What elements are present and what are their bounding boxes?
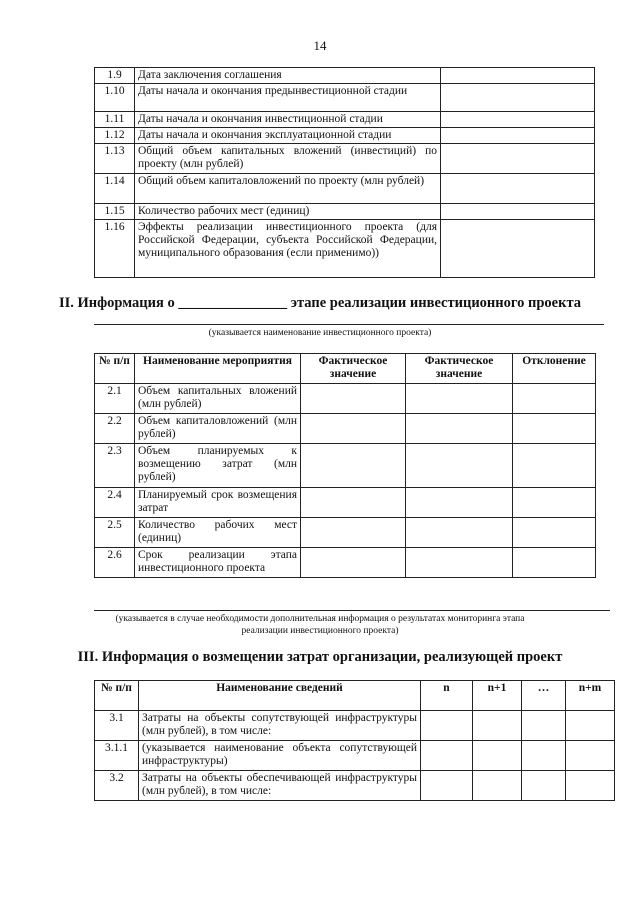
value-cell[interactable]	[473, 771, 522, 801]
value-cell[interactable]	[441, 128, 595, 144]
col-header-ellipsis: …	[522, 681, 566, 711]
row-number: 3.1	[95, 711, 139, 741]
row-number: 1.9	[95, 68, 135, 84]
value-cell[interactable]	[441, 204, 595, 220]
table-cost-reimbursement	[94, 680, 615, 801]
value-cell[interactable]	[421, 711, 473, 741]
table-row	[95, 488, 596, 518]
row-label: Объем капиталовложений (млн рублей)	[135, 414, 301, 444]
value-cell[interactable]	[406, 414, 513, 444]
value-cell[interactable]	[513, 384, 596, 414]
value-cell[interactable]	[441, 144, 595, 174]
row-label: Объем планируемых к возмещению затрат (млн рублей)	[135, 444, 301, 488]
col-header-number: № п/п	[95, 354, 135, 384]
table-header-row	[95, 354, 596, 384]
value-cell[interactable]	[513, 518, 596, 548]
row-label: Даты начала и окончания предынвестиционной стадии	[135, 84, 441, 112]
project-name-line	[94, 324, 604, 325]
value-cell[interactable]	[513, 548, 596, 578]
col-header-n-plus-1: n+1	[473, 681, 522, 711]
value-cell[interactable]	[406, 384, 513, 414]
value-cell[interactable]	[566, 711, 615, 741]
value-cell[interactable]	[421, 771, 473, 801]
value-cell[interactable]	[406, 488, 513, 518]
col-header-actual-1: Фактическое значение	[301, 354, 406, 384]
row-label: Даты начала и окончания эксплуатационной стадии	[135, 128, 441, 144]
col-header-actual-2: Фактическое значение	[406, 354, 513, 384]
col-header-deviation: Отклонение	[513, 354, 596, 384]
col-header-number: № п/п	[95, 681, 139, 711]
table-row	[95, 174, 595, 204]
value-cell[interactable]	[441, 174, 595, 204]
page-number: 14	[313, 38, 327, 53]
value-cell[interactable]	[566, 771, 615, 801]
row-label: Количество рабочих мест (единиц)	[135, 518, 301, 548]
table-row	[95, 444, 596, 488]
table-row	[95, 84, 595, 112]
col-header-name: Наименование мероприятия	[135, 354, 301, 384]
row-number: 1.10	[95, 84, 135, 112]
section-2-note-line-1: (указывается в случае необходимости дополнительная информация о результатах мониторинга этапа	[115, 614, 525, 624]
row-number: 1.15	[95, 204, 135, 220]
row-label: Срок реализации этапа инвестиционного проекта	[135, 548, 301, 578]
value-cell[interactable]	[406, 548, 513, 578]
value-cell[interactable]	[301, 488, 406, 518]
value-cell[interactable]	[421, 741, 473, 771]
additional-info-line	[94, 610, 610, 611]
row-label: Затраты на объекты обеспечивающей инфраструктуры (млн рублей), в том числе:	[139, 771, 421, 801]
row-label: Планируемый срок возмещения затрат	[135, 488, 301, 518]
row-label: Общий объем капиталовложений по проекту (млн рублей)	[135, 174, 441, 204]
value-cell[interactable]	[441, 84, 595, 112]
table-header-row	[95, 681, 615, 711]
col-header-name: Наименование сведений	[139, 681, 421, 711]
table-row	[95, 518, 596, 548]
table-row	[95, 384, 596, 414]
value-cell[interactable]	[566, 741, 615, 771]
table-row	[95, 548, 596, 578]
row-label: Объем капитальных вложений (млн рублей)	[135, 384, 301, 414]
section-3-title: III. Информация о возмещении затрат организации, реализующей проект	[77, 649, 563, 665]
table-row	[95, 204, 595, 220]
row-label: Эффекты реализации инвестиционного проекта (для Российской Федерации, субъекта Российской Федерации, муниципального образования (если применимо))	[135, 220, 441, 278]
value-cell[interactable]	[513, 488, 596, 518]
value-cell[interactable]	[513, 414, 596, 444]
value-cell[interactable]	[406, 518, 513, 548]
table-row	[95, 771, 615, 801]
row-label: Количество рабочих мест (единиц)	[135, 204, 441, 220]
section-2-hint: (указывается наименование инвестиционного проекта)	[208, 328, 432, 338]
table-row	[95, 414, 596, 444]
table-row	[95, 112, 595, 128]
row-label: Общий объем капитальных вложений (инвестиций) по проекту (млн рублей)	[135, 144, 441, 174]
table-row	[95, 711, 615, 741]
row-number: 2.5	[95, 518, 135, 548]
section-2-note-line-2: реализации инвестиционного проекта)	[241, 626, 399, 636]
row-label: (указывается наименование объекта сопутствующей инфраструктуры)	[139, 741, 421, 771]
section-2-title: II. Информация о _______________ этапе реализации инвестиционного проекта	[58, 295, 581, 311]
table-project-info	[94, 67, 595, 278]
row-number: 2.3	[95, 444, 135, 488]
value-cell[interactable]	[522, 771, 566, 801]
row-label: Дата заключения соглашения	[135, 68, 441, 84]
table-row	[95, 68, 595, 84]
table-row	[95, 220, 595, 278]
value-cell[interactable]	[522, 711, 566, 741]
value-cell[interactable]	[513, 444, 596, 488]
value-cell[interactable]	[522, 741, 566, 771]
value-cell[interactable]	[473, 711, 522, 741]
value-cell[interactable]	[441, 68, 595, 84]
row-label: Даты начала и окончания инвестиционной стадии	[135, 112, 441, 128]
col-header-n-plus-m: n+m	[566, 681, 615, 711]
value-cell[interactable]	[301, 444, 406, 488]
row-number: 2.2	[95, 414, 135, 444]
row-label: Затраты на объекты сопутствующей инфраструктуры (млн рублей), в том числе:	[139, 711, 421, 741]
col-header-n: n	[421, 681, 473, 711]
row-number: 1.12	[95, 128, 135, 144]
value-cell[interactable]	[406, 444, 513, 488]
value-cell[interactable]	[441, 220, 595, 278]
row-number: 3.1.1	[95, 741, 139, 771]
table-row	[95, 741, 615, 771]
value-cell[interactable]	[301, 518, 406, 548]
row-number: 2.1	[95, 384, 135, 414]
table-row	[95, 128, 595, 144]
row-number: 2.4	[95, 488, 135, 518]
row-number: 2.6	[95, 548, 135, 578]
table-row	[95, 144, 595, 174]
row-number: 1.13	[95, 144, 135, 174]
value-cell[interactable]	[473, 741, 522, 771]
value-cell[interactable]	[301, 548, 406, 578]
table-stage-info	[94, 353, 596, 578]
row-number: 3.2	[95, 771, 139, 801]
row-number: 1.14	[95, 174, 135, 204]
value-cell[interactable]	[301, 414, 406, 444]
value-cell[interactable]	[441, 112, 595, 128]
row-number: 1.16	[95, 220, 135, 278]
value-cell[interactable]	[301, 384, 406, 414]
row-number: 1.11	[95, 112, 135, 128]
